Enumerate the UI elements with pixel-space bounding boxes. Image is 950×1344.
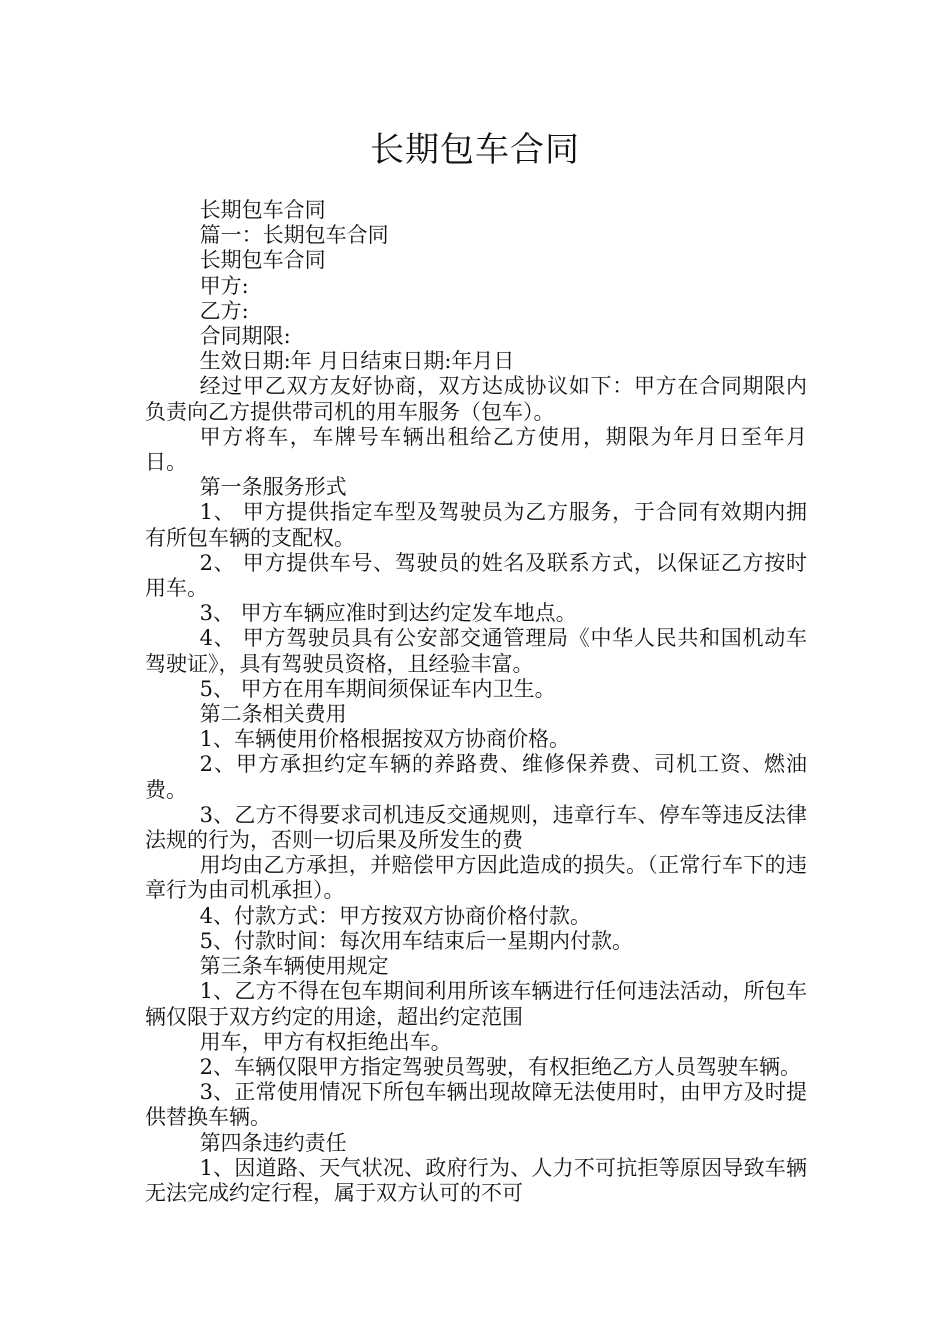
paragraph: 3、 甲方车辆应准时到达约定发车地点。 [199,601,577,626]
paragraph: 第一条服务形式 [199,475,347,500]
paragraph: 合同期限: [199,324,291,349]
document-title: 长期包车合同 [370,130,580,170]
paragraph: 1、乙方不得在包车期间利用所该车辆进行任何违法活动，所包车辆仅限于双方约定的用途，超出约定范围 [145,979,807,1029]
paragraph: 2、甲方承担约定车辆的养路费、维修保养费、司机工资、燃油费。 [145,752,807,802]
paragraph: 生效日期:年 月日结束日期:年月日 [199,349,515,374]
paragraph: 第二条相关费用 [199,702,347,727]
paragraph: 3、乙方不得要求司机违反交通规则，违章行车、停车等违反法律法规的行为，否则一切后果及所发生的费 [145,802,807,853]
paragraph: 第三条车辆使用规定 [199,954,389,979]
paragraph: 2、 甲方提供车号、驾驶员的姓名及联系方式，以保证乙方按时用车。 [145,550,807,601]
paragraph: 甲方将车，车牌号车辆出租给乙方使用，期限为年月日至年月日。 [145,424,807,475]
paragraph: 2、车辆仅限甲方指定驾驶员驾驶，有权拒绝乙方人员驾驶车辆。 [199,1054,801,1079]
paragraph: 第四条违约责任 [199,1130,347,1155]
paragraph: 5、 甲方在用车期间须保证车内卫生。 [199,676,556,701]
paragraph: 5、付款时间：每次用车结束后一星期内付款。 [199,928,633,953]
paragraph: 长期包车合同 [199,248,326,273]
paragraph: 经过甲乙双方友好协商，双方达成协议如下：甲方在合同期限内负责向乙方提供带司机的用车服务（包车）。 [145,374,807,424]
paragraph: 甲方: [199,273,249,298]
paragraph: 篇一：长期包车合同 [199,223,389,248]
paragraph: 4、付款方式：甲方按双方协商价格付款。 [199,903,591,928]
document-body [145,198,807,1206]
paragraph: 1、 甲方提供指定车型及驾驶员为乙方服务，于合同有效期内拥有所包车辆的支配权。 [145,500,807,550]
paragraph: 4、 甲方驾驶员具有公安部交通管理局《中华人民共和国机动车驾驶证》，具有驾驶员资格，且经验丰富。 [145,626,807,676]
paragraph: 用均由乙方承担，并赔偿甲方因此造成的损失。（正常行车下的违章行为由司机承担）。 [145,853,807,903]
paragraph: 长期包车合同 [199,198,326,222]
paragraph: 乙方: [199,298,249,323]
paragraph: 3、正常使用情况下所包车辆出现故障无法使用时，由甲方及时提供替换车辆。 [145,1080,807,1130]
paragraph: 1、因道路、天气状况、政府行为、人力不可抗拒等原因导致车辆无法完成约定行程，属于双方认可的不可 [145,1155,807,1205]
paragraph: 1、车辆使用价格根据按双方协商价格。 [199,727,570,752]
paragraph: 用车，甲方有权拒绝出车。 [199,1029,452,1054]
